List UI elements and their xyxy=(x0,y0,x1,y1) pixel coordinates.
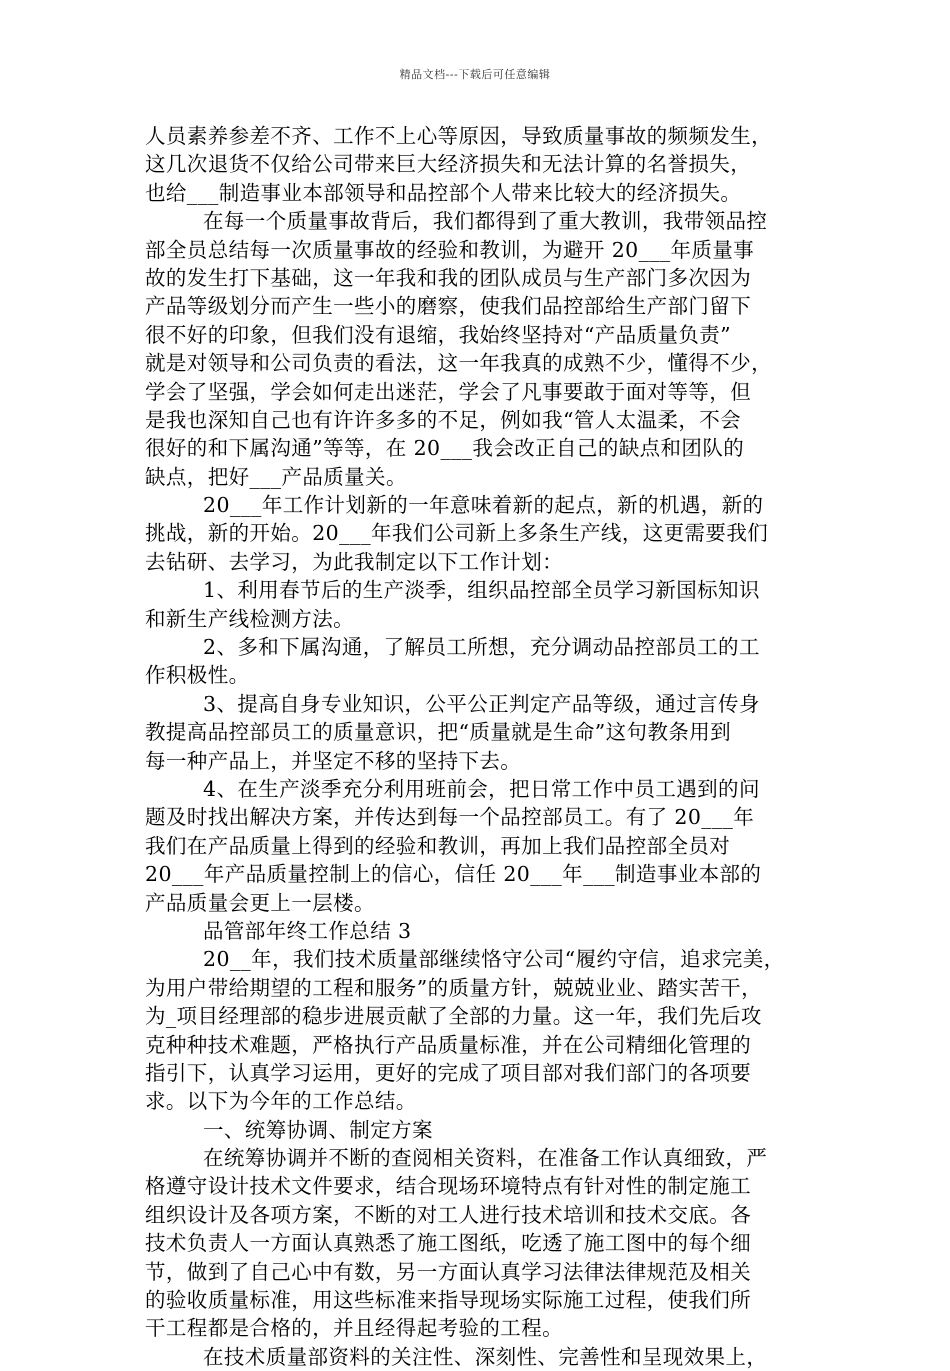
text-line: 组织设计及各项方案，不断的对工人进行技术培训和技术交底。各 xyxy=(145,1202,752,1227)
text-line: 每一种产品上，并坚定不移的坚持下去。 xyxy=(145,748,522,773)
text-line: 很不好的印象，但我们没有退缩，我始终坚持对“产品质量负责” xyxy=(145,322,732,347)
text-line: 2、多和下属沟通，了解员工所想，充分调动品控部员工的工 xyxy=(203,635,760,660)
text-line: 挑战，新的开始。20___年我们公司新上多条生产线，这更需要我们 xyxy=(145,521,769,546)
text-line: 教提高品控部员工的质量意识，把“质量就是生命”这句教条用到 xyxy=(145,720,732,745)
text-line: 为_项目经理部的稳步进展贡献了全部的力量。这一年，我们先后攻 xyxy=(145,1004,762,1029)
text-line: 20___年工作计划新的一年意味着新的起点，新的机遇，新的 xyxy=(203,493,764,518)
text-line: 很好的和下属沟通”等等，在 20___我会改正自己的缺点和团队的 xyxy=(145,436,745,461)
text-line: 这几次退货不仅给公司带来巨大经济损失和无法计算的名誉损失， xyxy=(145,152,752,177)
text-line: 产品等级划分而产生一些小的磨察，使我们品控部给生产部门留下 xyxy=(145,294,752,319)
text-line: 节，做到了自己心中有数，另一方面认真学习法律法律规范及相关 xyxy=(145,1259,752,1284)
text-line: 求。以下为今年的工作总结。 xyxy=(145,1089,417,1114)
text-line: 学会了坚强，学会如何走出迷茫，学会了凡事要敢于面对等等，但 xyxy=(145,379,752,404)
text-line: 在统筹协调并不断的查阅相关资料，在准备工作认真细致，严 xyxy=(203,1146,768,1171)
text-line: 的验收质量标准，用这些标准来指导现场实际施工过程，使我们所 xyxy=(145,1288,752,1313)
text-line: 20__年，我们技术质量部继续恪守公司“履约守信，追求完美， xyxy=(203,947,785,972)
text-line: 我们在产品质量上得到的经验和教训，再加上我们品控部全员对 xyxy=(145,833,731,858)
text-line: 为用户带给期望的工程和服务”的质量方针，兢兢业业、踏实苦干， xyxy=(145,975,762,1000)
text-line: 产品质量会更上一层楼。 xyxy=(145,890,375,915)
page-header: 精品文档---下载后可任意编辑 xyxy=(399,68,551,81)
text-line: 和新生产线检测方法。 xyxy=(145,606,354,631)
text-line: 一、统筹协调、制定方案 xyxy=(203,1117,433,1142)
text-line: 题及时找出解决方案，并传达到每一个品控部员工。有了 20___年 xyxy=(145,805,755,830)
text-line: 20___年产品质量控制上的信心，信任 20___年___制造事业本部的 xyxy=(145,862,762,887)
body-text xyxy=(145,122,805,1371)
text-line: 克种种技术难题，严格执行产品质量标准，并在公司精细化管理的 xyxy=(145,1032,752,1057)
text-line: 在技术质量部资料的关注性、深刻性、完善性和呈现效果上， xyxy=(203,1344,768,1369)
text-line: 去钻研、去学习，为此我制定以下工作计划： xyxy=(145,549,563,574)
text-line: 干工程都是合格的，并且经得起考验的工程。 xyxy=(145,1316,563,1341)
text-line: 是我也深知自己也有许许多多的不足，例如我“管人太温柔，不会 xyxy=(145,407,742,432)
text-line: 品管部年终工作总结 3 xyxy=(203,918,412,943)
text-line: 4、在生产淡季充分利用班前会，把日常工作中员工遇到的问 xyxy=(203,776,760,801)
text-line: 3、提高自身专业知识，公平公正判定产品等级，通过言传身 xyxy=(203,691,760,716)
text-line: 指引下，认真学习运用，更好的完成了项目部对我们部门的各项要 xyxy=(145,1060,752,1085)
text-line: 作积极性。 xyxy=(145,663,250,688)
text-line: 部全员总结每一次质量事故的经验和教训，为避开 20___年质量事 xyxy=(145,237,755,262)
text-line: 也给___制造事业本部领导和品控部个人带来比较大的经济损失。 xyxy=(145,180,742,205)
text-line: 技术负责人一方面认真熟悉了施工图纸，吃透了施工图中的每个细 xyxy=(145,1231,752,1256)
text-line: 人员素养参差不齐、工作不上心等原因，导致质量事故的频频发生， xyxy=(145,124,772,148)
text-line: 缺点，把好___产品质量关。 xyxy=(145,464,407,489)
text-line: 故的发生打下基础，这一年我和我的团队成员与生产部门多次因为 xyxy=(145,265,752,290)
text-line: 1、利用春节后的生产淡季，组织品控部全员学习新国标知识 xyxy=(203,578,760,603)
text-line: 在每一个质量事故背后，我们都得到了重大教训，我带领品控 xyxy=(203,209,768,234)
text-line: 格遵守设计技术文件要求，结合现场环境特点有针对性的制定施工 xyxy=(145,1174,752,1199)
text-line: 就是对领导和公司负责的看法，这一年我真的成熟不少，懂得不少， xyxy=(145,351,772,376)
